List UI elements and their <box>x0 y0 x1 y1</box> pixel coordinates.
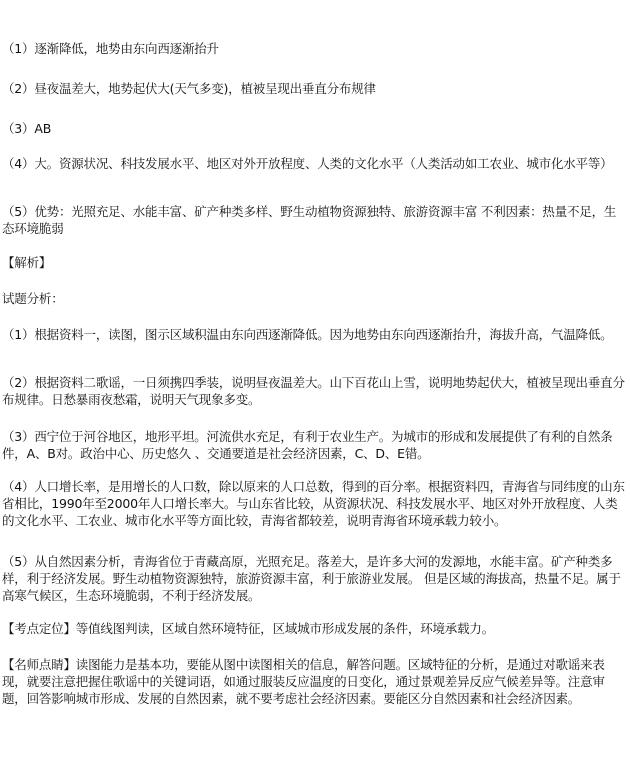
answer-4: （4）大。资源状况、科技发展水平、地区对外开放程度、人类的文化水平（人类活动如工农业、城市化水平等） <box>2 156 613 171</box>
mingshi-section: 【名师点睛】读图能力是基本功，要能从图中读图相关的信息，解答问题。区域特征的分析，是通过对歌谣来表现，就要注意把握住歌谣中的关键词语，如通过服装反应温度的日变化，通过景观差异反应气候差异等。注意审题，回答影响城市形成、发展的自然因素，就不要考虑社会经济因素。要能区分自然因素和社会经济因素。 <box>2 657 605 706</box>
answer-2: （2）昼夜温差大，地势起伏大(天气多变)，植被呈现出垂直分布规律 <box>2 81 376 96</box>
answer-1: （1）逐渐降低，地势由东向西逐渐抬升 <box>2 41 219 56</box>
analysis-1: （1）根据资料一，读图，图示区域积温由东向西逐渐降低。因为地势由东向西逐渐抬升，海拔升高，气温降低。 <box>2 327 613 342</box>
analysis-4: （4）人口增长率，是用增长的人口数，除以原来的人口总数，得到的百分率。根据资料四，青海省与同纬度的山东省相比，1990年至2000年人口增长率大。与山东省比较，从资源状况、科技发展水平、地区对外开放程度、人类的文化水平、工农业、城市化水平等方面比较，青海省都较差，说明青海省环境承载力较小。 <box>2 479 625 528</box>
kaodian-section: 【考点定位】等值线图判读，区域自然环境特征，区域城市形成发展的条件，环境承载力。 <box>2 621 495 636</box>
analysis-5: （5）从自然因素分析，青海省位于青藏高原，光照充足。落差大，是许多大河的发源地，水能丰富。矿产种类多样，利于经济发展。野生动植物资源独特，旅游资源丰富，利于旅游业发展。 但是区域的海拔高，热量不足。属于高寒气候区，生态环境脆弱，不利于经济发展。 <box>2 554 621 603</box>
analysis-intro: 试题分析： <box>2 291 64 306</box>
analysis-3: （3）西宁位于河谷地区，地形平坦。河流供水充足，有利于农业生产。为城市的形成和发展提供了有利的自然条件，A、B对。政治中心、历史悠久 、交通要道是社会经济因素，C、D、E错。 <box>2 429 613 461</box>
answer-3: （3）AB <box>2 121 52 136</box>
analysis-2: （2）根据资料二歌谣，一日须携四季装，说明昼夜温差大。山下百花山上雪，说明地势起伏大，植被呈现出垂直分布规律。日愁暴雨夜愁霜，说明天气现象多变。 <box>2 375 625 407</box>
answer-5: （5）优势：光照充足、水能丰富、矿产种类多样、野生动植物资源独特、旅游资源丰富 不利因素：热量不足，生态环境脆弱 <box>2 204 617 236</box>
analysis-heading: 【解析】 <box>2 255 52 270</box>
